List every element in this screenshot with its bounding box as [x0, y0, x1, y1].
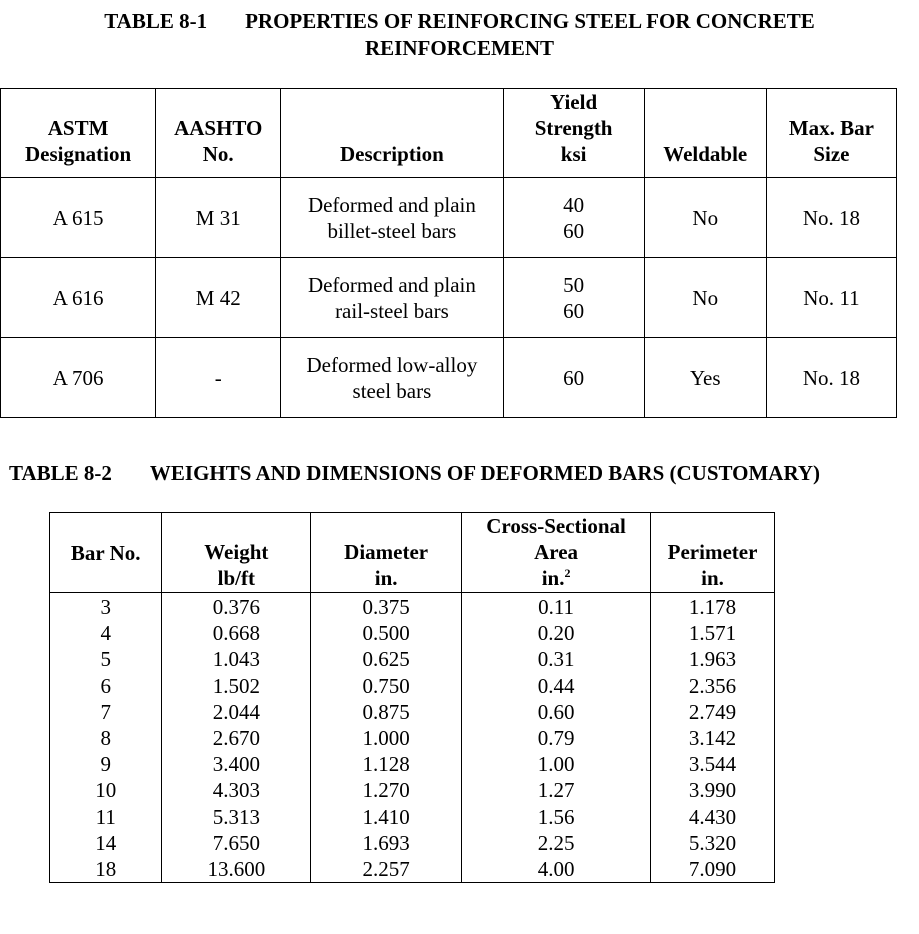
astm-cell: A 616 [1, 258, 156, 338]
table-row [50, 830, 775, 856]
area-cell: 0.60 [462, 699, 651, 725]
bar-no-cell: 14 [50, 830, 162, 856]
description-cell: Deformed and plain rail-steel bars [281, 258, 503, 338]
table-row [50, 804, 775, 830]
header-aashto-no: AASHTO No. [156, 89, 281, 178]
header-cross-sectional-area: Cross-Sectional Area in.$^2$ [462, 513, 651, 593]
bar-no-cell: 4 [50, 620, 162, 646]
weight-cell: 0.668 [162, 620, 311, 646]
table-8-1-header-row [1, 89, 897, 178]
table-row [50, 856, 775, 883]
table-row [50, 751, 775, 777]
diameter-cell: 1.000 [311, 725, 462, 751]
yield-cell: 40 60 [503, 178, 644, 258]
diameter-cell: 2.257 [311, 856, 462, 883]
perimeter-cell: 5.320 [651, 830, 775, 856]
header-yield-strength: Yield Strength ksi [503, 89, 644, 178]
weight-cell: 13.600 [162, 856, 311, 883]
weight-cell: 1.043 [162, 646, 311, 672]
table-8-2-title-text: WEIGHTS AND DIMENSIONS OF DEFORMED BARS (CUSTOMARY) [149, 461, 821, 485]
header-astm-designation: ASTM Designation [1, 89, 156, 178]
table-8-2-title [9, 460, 820, 487]
diameter-cell: 0.750 [311, 673, 462, 699]
area-cell: 0.31 [462, 646, 651, 672]
table-8-2-header-row [50, 513, 775, 593]
bar-no-cell: 3 [50, 593, 162, 621]
perimeter-cell: 7.090 [651, 856, 775, 883]
perimeter-cell: 2.749 [651, 699, 775, 725]
diameter-cell: 1.693 [311, 830, 462, 856]
area-cell: 4.00 [462, 856, 651, 883]
max-bar-cell: No. 11 [766, 258, 896, 338]
bar-no-cell: 10 [50, 777, 162, 803]
description-cell: Deformed and plain billet-steel bars [281, 178, 503, 258]
table-row [50, 777, 775, 803]
table-8-1 [0, 88, 897, 418]
perimeter-cell: 3.544 [651, 751, 775, 777]
area-cell: 0.79 [462, 725, 651, 751]
header-bar-no: Bar No. [50, 513, 162, 593]
header-description: Description [281, 89, 503, 178]
bar-no-cell: 8 [50, 725, 162, 751]
diameter-cell: 0.875 [311, 699, 462, 725]
table-8-1-title [0, 8, 919, 62]
table-row [50, 593, 775, 621]
diameter-cell: 1.270 [311, 777, 462, 803]
table-row [50, 699, 775, 725]
table-8-1-title-line2: REINFORCEMENT [364, 36, 554, 60]
perimeter-cell: 3.142 [651, 725, 775, 751]
area-cell: 1.27 [462, 777, 651, 803]
perimeter-cell: 2.356 [651, 673, 775, 699]
weight-cell: 1.502 [162, 673, 311, 699]
table-8-2-body [50, 593, 775, 883]
weight-cell: 2.670 [162, 725, 311, 751]
area-cell: 0.44 [462, 673, 651, 699]
yield-cell: 50 60 [503, 258, 644, 338]
aashto-cell: - [156, 338, 281, 418]
perimeter-cell: 3.990 [651, 777, 775, 803]
table-row [50, 620, 775, 646]
description-cell: Deformed low-alloy steel bars [281, 338, 503, 418]
weight-cell: 0.376 [162, 593, 311, 621]
table-row [1, 338, 897, 418]
table-row [50, 646, 775, 672]
astm-cell: A 706 [1, 338, 156, 418]
table-8-1-title-line1: PROPERTIES OF REINFORCING STEEL FOR CONCRETE [245, 9, 815, 33]
weight-cell: 5.313 [162, 804, 311, 830]
yield-cell: 60 [503, 338, 644, 418]
weight-cell: 3.400 [162, 751, 311, 777]
table-row [1, 178, 897, 258]
table-8-1-label: TABLE 8-1 [104, 9, 208, 33]
header-max-bar-size: Max. Bar Size [766, 89, 896, 178]
area-cell: 1.00 [462, 751, 651, 777]
max-bar-cell: No. 18 [766, 338, 896, 418]
aashto-cell: M 42 [156, 258, 281, 338]
bar-no-cell: 6 [50, 673, 162, 699]
table-row [1, 258, 897, 338]
bar-no-cell: 18 [50, 856, 162, 883]
header-perimeter: Perimeter in. [651, 513, 775, 593]
header-weight: Weight lb/ft [162, 513, 311, 593]
weldable-cell: Yes [644, 338, 766, 418]
bar-no-cell: 5 [50, 646, 162, 672]
diameter-cell: 0.375 [311, 593, 462, 621]
diameter-cell: 0.625 [311, 646, 462, 672]
area-cell: 0.11 [462, 593, 651, 621]
diameter-cell: 1.128 [311, 751, 462, 777]
table-row [50, 725, 775, 751]
header-diameter: Diameter in. [311, 513, 462, 593]
table-row [50, 673, 775, 699]
bar-no-cell: 11 [50, 804, 162, 830]
aashto-cell: M 31 [156, 178, 281, 258]
bar-no-cell: 7 [50, 699, 162, 725]
diameter-cell: 0.500 [311, 620, 462, 646]
area-cell: 1.56 [462, 804, 651, 830]
table-8-2 [49, 512, 775, 883]
perimeter-cell: 1.963 [651, 646, 775, 672]
astm-cell: A 615 [1, 178, 156, 258]
weldable-cell: No [644, 178, 766, 258]
max-bar-cell: No. 18 [766, 178, 896, 258]
weight-cell: 2.044 [162, 699, 311, 725]
weight-cell: 7.650 [162, 830, 311, 856]
weldable-cell: No [644, 258, 766, 338]
perimeter-cell: 4.430 [651, 804, 775, 830]
perimeter-cell: 1.178 [651, 593, 775, 621]
area-cell: 2.25 [462, 830, 651, 856]
area-cell: 0.20 [462, 620, 651, 646]
perimeter-cell: 1.571 [651, 620, 775, 646]
bar-no-cell: 9 [50, 751, 162, 777]
table-8-2-label: TABLE 8-2 [9, 461, 112, 485]
header-weldable: Weldable [644, 89, 766, 178]
diameter-cell: 1.410 [311, 804, 462, 830]
weight-cell: 4.303 [162, 777, 311, 803]
